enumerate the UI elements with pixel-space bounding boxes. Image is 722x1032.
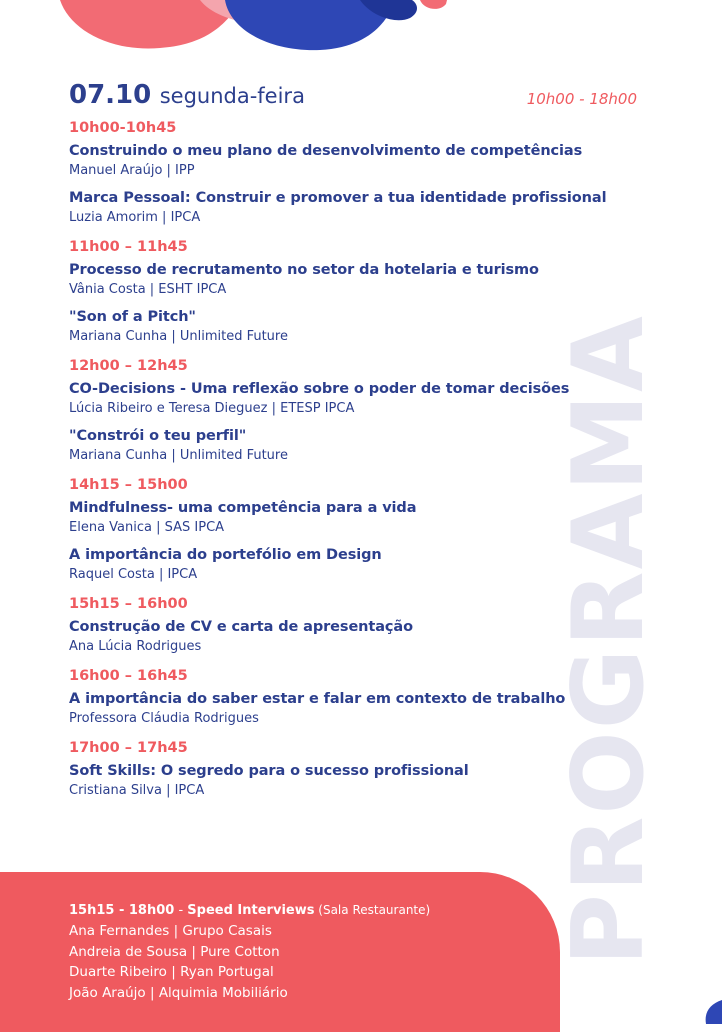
slot-time: 10h00-10h45 xyxy=(69,120,177,136)
talk-speaker: Lúcia Ribeiro e Teresa Dieguez | ETESP IPCA xyxy=(69,401,355,416)
speed-interviews-location: (Sala Restaurante) xyxy=(314,903,431,917)
program-weekday: segunda-feira xyxy=(159,84,305,108)
program-hours: 10h00 - 18h00 xyxy=(526,90,637,108)
slot-time: 11h00 – 11h45 xyxy=(69,239,188,255)
talk-speaker: Professora Cláudia Rodrigues xyxy=(69,711,259,726)
speed-interviews-panel xyxy=(0,872,560,1032)
time-slot xyxy=(69,118,649,227)
programa-vertical-heading xyxy=(548,314,670,966)
speed-interviews-time: 15h15 - 18h00 xyxy=(69,903,175,918)
decorative-corner-shape xyxy=(700,1000,722,1024)
talk-title: CO-Decisions - Uma reflexão sobre o poder de tomar decisões xyxy=(69,381,570,397)
speed-interviews-separator: - xyxy=(174,903,188,918)
talk-title: Processo de recrutamento no setor da hotelaria e turismo xyxy=(69,262,539,278)
talk-speaker: Mariana Cunha | Unlimited Future xyxy=(69,329,288,344)
talk-item xyxy=(69,188,649,227)
talk-title: A importância do saber estar e falar em contexto de trabalho xyxy=(69,691,566,707)
speed-interviews-content xyxy=(69,900,430,1003)
talk-speaker: Elena Vanica | SAS IPCA xyxy=(69,520,225,535)
slot-time: 14h15 – 15h00 xyxy=(69,477,188,493)
slot-time: 16h00 – 16h45 xyxy=(69,668,188,684)
interviewer-line: Andreia de Sousa | Pure Cotton xyxy=(69,943,280,960)
talk-speaker: Manuel Araújo | IPP xyxy=(69,163,195,178)
slot-time: 15h15 – 16h00 xyxy=(69,596,188,612)
speed-interviews-heading xyxy=(69,900,430,921)
program-header xyxy=(69,80,649,114)
interviewer-line: Duarte Ribeiro | Ryan Portugal xyxy=(69,964,274,980)
talk-speaker: Luzia Amorim | IPCA xyxy=(69,210,201,225)
talk-title: Marca Pessoal: Construir e promover a tua identidade profissional xyxy=(69,190,607,206)
talk-speaker: Mariana Cunha | Unlimited Future xyxy=(69,448,288,463)
talk-title: A importância do portefólio em Design xyxy=(69,547,382,563)
speed-interviews-title: Speed Interviews xyxy=(187,903,315,918)
talk-title: Construindo o meu plano de desenvolvimento de competências xyxy=(69,143,583,159)
interviewer-line: Ana Fernandes | Grupo Casais xyxy=(69,923,272,939)
talk-speaker: Ana Lúcia Rodrigues xyxy=(69,639,202,654)
programa-text: PROGRAMA xyxy=(552,314,666,966)
interviewer-line: João Araújo | Alquimia Mobiliário xyxy=(69,984,288,1001)
talk-title: Soft Skills: O segredo para o sucesso profissional xyxy=(69,763,469,779)
slot-time: 17h00 – 17h45 xyxy=(69,740,188,756)
slot-time: 12h00 – 12h45 xyxy=(69,358,188,374)
talk-title: Mindfulness- uma competência para a vida xyxy=(69,500,417,516)
talk-item xyxy=(69,141,649,180)
talk-title: "Son of a Pitch" xyxy=(69,309,196,325)
talk-speaker: Raquel Costa | IPCA xyxy=(69,567,198,582)
decorative-blobs-top xyxy=(0,0,722,70)
talk-title: "Constrói o teu perfil" xyxy=(69,428,247,444)
talk-speaker: Cristiana Silva | IPCA xyxy=(69,783,205,798)
talk-title: Construção de CV e carta de apresentação xyxy=(69,619,413,635)
talk-speaker: Vânia Costa | ESHT IPCA xyxy=(69,282,227,297)
program-date: 07.10 xyxy=(69,80,152,110)
talk-item xyxy=(69,260,649,299)
